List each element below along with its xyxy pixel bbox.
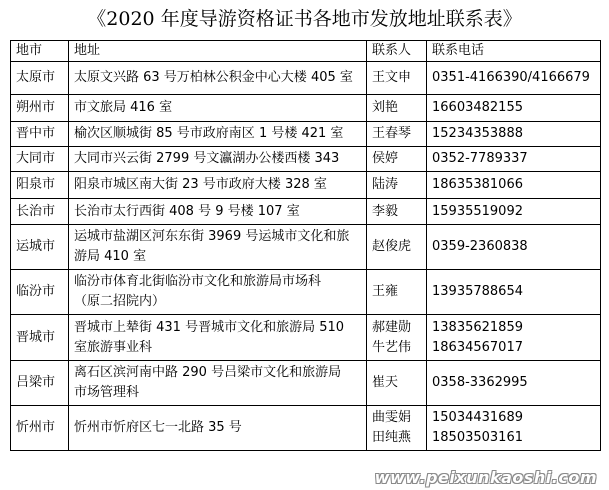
address-line: 晋城市上辇街 431 号晋城市文化和旅游局 510 bbox=[74, 319, 345, 335]
address-cell bbox=[69, 270, 367, 315]
table-row bbox=[11, 270, 601, 315]
phone-cell bbox=[427, 270, 601, 315]
contact-name: 郝建勋 bbox=[372, 319, 412, 335]
contact-name: 崔天 bbox=[372, 375, 399, 390]
phone-cell bbox=[427, 95, 601, 122]
table-row bbox=[11, 172, 601, 199]
city-cell: 大同市 bbox=[11, 147, 69, 172]
address-line: 大同市兴云街 2799 号文瀛湖办公楼西楼 343 bbox=[74, 151, 340, 166]
site-watermark: www.peixunkaoshi.com bbox=[374, 468, 597, 487]
city-cell: 运城市 bbox=[11, 225, 69, 270]
address-cell bbox=[69, 147, 367, 172]
contact-name: 刘艳 bbox=[372, 100, 399, 115]
table-row bbox=[11, 361, 601, 406]
city-cell: 晋中市 bbox=[11, 122, 69, 147]
address-line: 阳泉市城区南大街 23 号市政府大楼 328 室 bbox=[74, 177, 327, 192]
address-cell bbox=[69, 406, 367, 451]
phone-number: 0359-2360838 bbox=[432, 239, 528, 254]
header-row bbox=[11, 41, 601, 62]
contact-cell bbox=[367, 361, 427, 406]
contact-table bbox=[10, 40, 601, 451]
header-contact: 联系人 bbox=[367, 41, 427, 62]
contact-cell bbox=[367, 62, 427, 95]
contact-name: 牛艺伟 bbox=[372, 339, 412, 355]
table-row bbox=[11, 62, 601, 95]
table-row bbox=[11, 406, 601, 451]
contact-name: 王春琴 bbox=[372, 126, 412, 141]
address-cell bbox=[69, 225, 367, 270]
phone-cell bbox=[427, 199, 601, 225]
page-title: 《2020 年度导游资格证书各地市发放地址联系表》 bbox=[87, 8, 522, 30]
table-row bbox=[11, 315, 601, 361]
phone-number: 18634567017 bbox=[432, 339, 523, 355]
contact-name: 王雍 bbox=[372, 284, 399, 299]
address-line: 太原文兴路 63 号万柏林公积金中心大楼 405 室 bbox=[74, 70, 353, 85]
address-line: 临汾市体育北街临汾市文化和旅游局市场科 bbox=[74, 274, 322, 289]
phone-number: 18635381066 bbox=[432, 177, 523, 192]
address-line: 长治市太行西街 408 号 9 号楼 107 室 bbox=[74, 203, 300, 219]
address-line: 室旅游事业科 bbox=[74, 339, 153, 355]
address-cell bbox=[69, 172, 367, 199]
city-cell: 晋城市 bbox=[11, 315, 69, 361]
address-line: （原二招院内） bbox=[74, 294, 166, 309]
phone-number: 15935519092 bbox=[432, 203, 523, 219]
address-line: 市文旅局 416 室 bbox=[74, 100, 173, 115]
address-cell bbox=[69, 315, 367, 361]
table-row bbox=[11, 225, 601, 270]
table-row bbox=[11, 147, 601, 172]
address-line: 游局 410 室 bbox=[74, 249, 147, 264]
city-cell: 吕梁市 bbox=[11, 361, 69, 406]
address-line: 市场管理科 bbox=[74, 385, 140, 400]
address-line: 离石区滨河南中路 290 号吕梁市文化和旅游局 bbox=[74, 365, 342, 380]
city-cell: 长治市 bbox=[11, 199, 69, 225]
contact-cell bbox=[367, 147, 427, 172]
contact-name: 李毅 bbox=[372, 203, 399, 219]
table-row bbox=[11, 122, 601, 147]
contact-name: 曲雯娟 bbox=[372, 410, 412, 425]
phone-number: 16603482155 bbox=[432, 100, 523, 115]
contact-name: 赵俊虎 bbox=[372, 239, 412, 254]
table-row bbox=[11, 95, 601, 122]
city-cell: 临汾市 bbox=[11, 270, 69, 315]
contact-cell bbox=[367, 199, 427, 225]
header-phone: 联系电话 bbox=[427, 41, 601, 62]
header-address: 地址 bbox=[69, 41, 367, 62]
city-cell: 忻州市 bbox=[11, 406, 69, 451]
address-cell bbox=[69, 122, 367, 147]
phone-number: 15234353888 bbox=[432, 126, 523, 141]
contact-cell bbox=[367, 270, 427, 315]
address-line: 榆次区顺城街 85 号市政府南区 1 号楼 421 室 bbox=[74, 126, 344, 141]
city-cell: 朔州市 bbox=[11, 95, 69, 122]
phone-cell bbox=[427, 406, 601, 451]
contact-cell bbox=[367, 122, 427, 147]
contact-name: 陆涛 bbox=[372, 177, 399, 192]
contact-cell bbox=[367, 95, 427, 122]
address-line: 运城市盐湖区河东东街 3969 号运城市文化和旅 bbox=[74, 229, 350, 244]
contact-cell bbox=[367, 225, 427, 270]
address-cell bbox=[69, 361, 367, 406]
phone-cell bbox=[427, 361, 601, 406]
phone-number: 0358-3362995 bbox=[432, 375, 528, 390]
phone-number: 13935788654 bbox=[432, 284, 523, 299]
phone-cell bbox=[427, 315, 601, 361]
contact-name: 侯婷 bbox=[372, 151, 399, 166]
phone-number: 13835621859 bbox=[432, 319, 523, 335]
contact-cell bbox=[367, 172, 427, 199]
phone-number: 18503503161 bbox=[432, 430, 523, 445]
address-cell bbox=[69, 95, 367, 122]
contact-name: 王文申 bbox=[372, 70, 412, 85]
header-city: 地市 bbox=[11, 41, 69, 62]
table-body bbox=[11, 62, 601, 451]
phone-cell bbox=[427, 147, 601, 172]
address-cell bbox=[69, 62, 367, 95]
address-cell bbox=[69, 199, 367, 225]
phone-number: 0352-7789337 bbox=[432, 151, 528, 166]
contact-name: 田纯燕 bbox=[372, 430, 412, 445]
contact-cell bbox=[367, 315, 427, 361]
city-cell: 阳泉市 bbox=[11, 172, 69, 199]
phone-cell bbox=[427, 62, 601, 95]
table-row bbox=[11, 199, 601, 225]
phone-cell bbox=[427, 122, 601, 147]
phone-number: 15034431689 bbox=[432, 410, 523, 425]
contact-cell bbox=[367, 406, 427, 451]
phone-number: 0351-4166390/4166679 bbox=[432, 70, 590, 85]
address-line: 忻州市忻府区七一北路 35 号 bbox=[74, 420, 242, 435]
city-cell: 太原市 bbox=[11, 62, 69, 95]
phone-cell bbox=[427, 225, 601, 270]
phone-cell bbox=[427, 172, 601, 199]
